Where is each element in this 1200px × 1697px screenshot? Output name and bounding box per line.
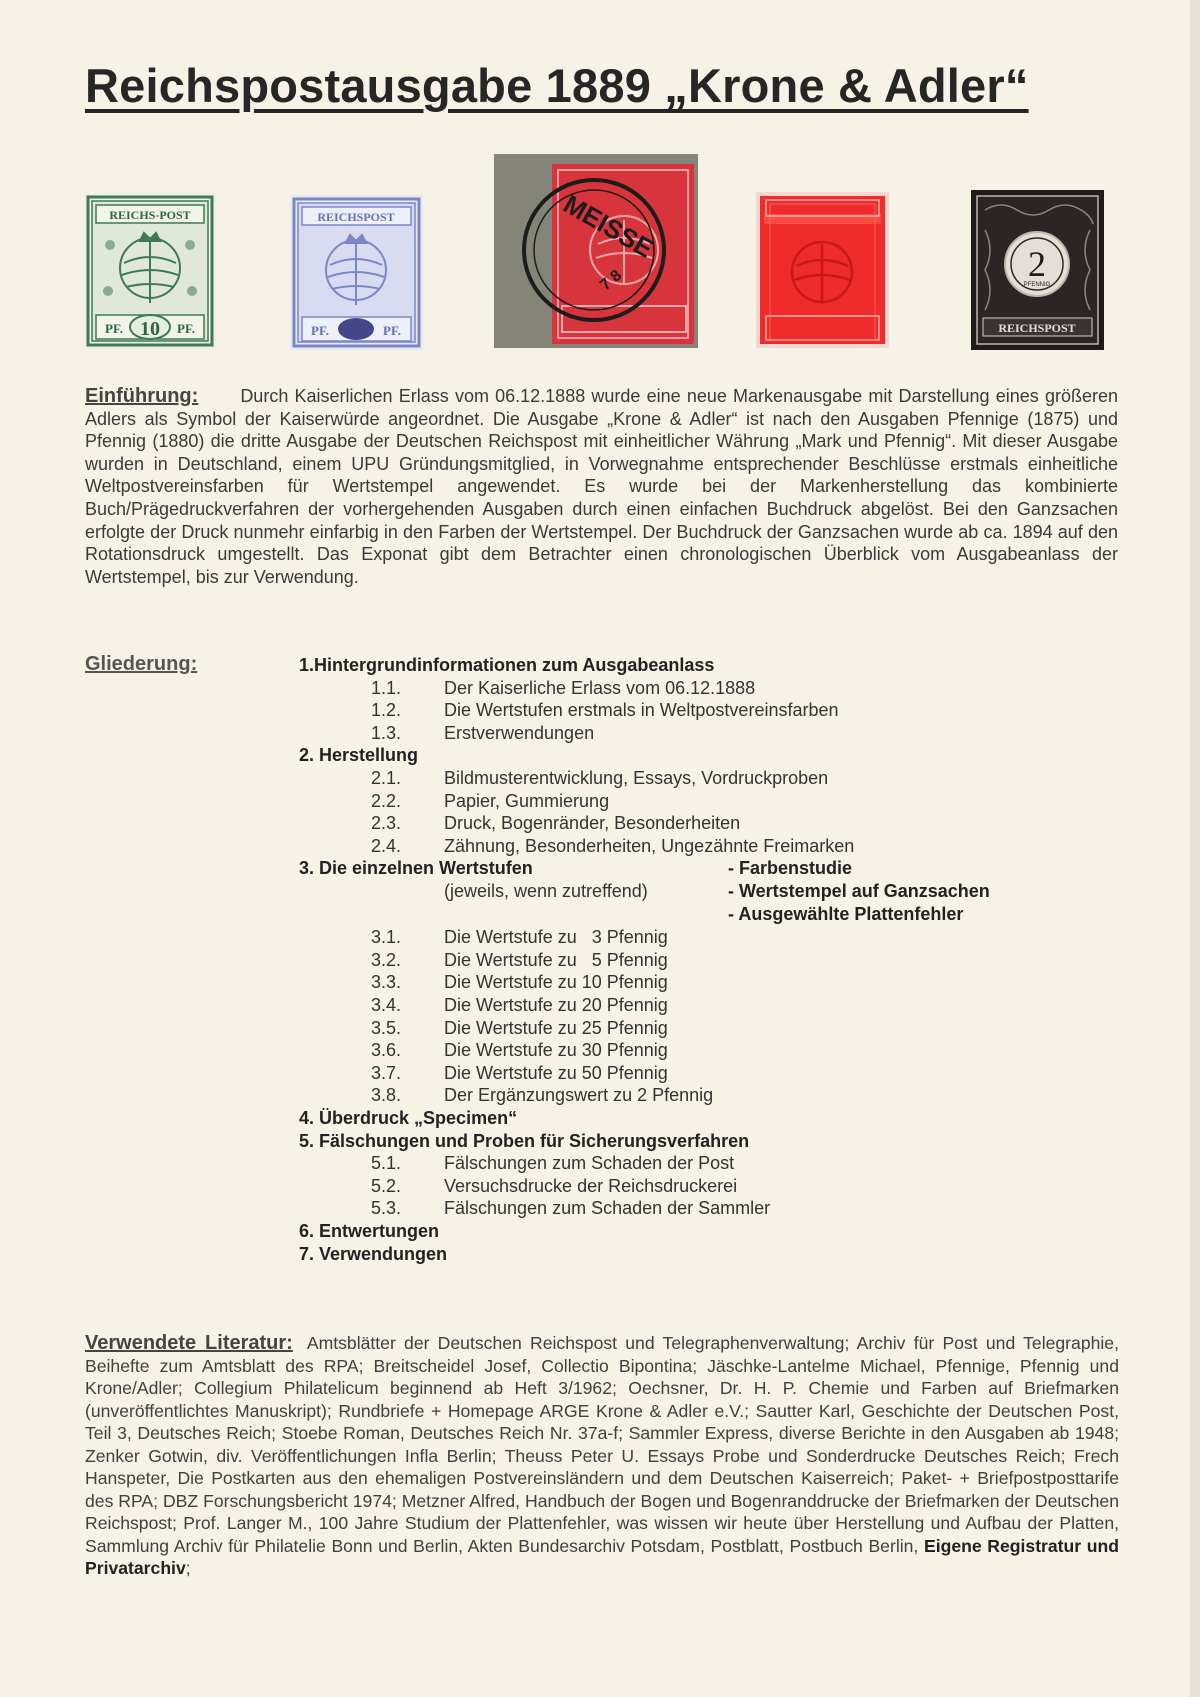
outline-item-number: 5.1. bbox=[371, 1153, 402, 1174]
outline-section-title: 2. Herstellung bbox=[299, 745, 419, 766]
page-title: Reichspostausgabe 1889 „Krone & Adler“ bbox=[85, 59, 1029, 112]
stamp-blue-proof bbox=[290, 195, 423, 350]
stamp-10-pf-red-misprint bbox=[756, 192, 889, 348]
outline-section-title: 4. Überdruck „Specimen“ bbox=[299, 1108, 518, 1128]
outline-item-number: 5.2. bbox=[371, 1175, 402, 1196]
intro-text: Durch Kaiserlichen Erlass vom 06.12.1888 wurde eine neue Markenausgabe mit Darstellung eines größeren Adlers als Symbol der Kaiserwürde angeordnet. Die Ausgabe „Krone & Adler“ ist nach den Ausgaben Pfennige (1875) und Pfennig (1880) die dritte Ausgabe der Deutschen Reichspost mit einheitlicher Währung „Mark und Pfennig“. Mit dieser Ausgabe wurden in Deutschland, einem UPU Gründungsmitglied, in Vorwegnahme entsprechender Beschlüsse erstmals einheitliche Weltpostvereinsfarben für Wertstempel angewendet. Es wurde bei der Markenherstellung das kombinierte Buch/Prägedruckverfahren der vorhergehenden Ausgaben durch einen einfachen Buchdruck abgelöst. Bei den Ganzsachen erfolgte der Druck nunmehr einfarbig in den Farben der Wertstempel. Der Buchdruck der Ganzsachen wurde ab ca. 1894 auf den Rotationsdruck umgestellt. Das Exponat gibt dem Betrachter einen chronologischen Überblick vom Ausgabeanlass der Wertstempel, bis zur Verwendung. bbox=[85, 386, 1118, 587]
outline-item-number: 3.8. bbox=[371, 1085, 402, 1106]
outline-item-number: 3.5. bbox=[371, 1017, 402, 1038]
stamp-5-value: 2 bbox=[1028, 244, 1046, 284]
stamp-10-pf-green bbox=[84, 193, 216, 349]
outline-item-text: Fälschungen zum Schaden der Sammler bbox=[444, 1198, 771, 1219]
outline-item-number: 3.6. bbox=[371, 1040, 402, 1061]
outline-section-title: 5. Fälschungen und Proben für Sicherungsverfahren bbox=[299, 1130, 750, 1151]
outline-section-title: 3. Die einzelnen Wertstufen bbox=[299, 858, 533, 879]
outline-section-title: 7. Verwendungen bbox=[299, 1243, 448, 1264]
outline-item-text: Versuchsdrucke der Reichsdruckerei bbox=[444, 1175, 738, 1196]
outline-item-number: 3.7. bbox=[371, 1062, 402, 1083]
outline-item-text: Bildmusterentwicklung, Essays, Vordruckproben bbox=[444, 768, 829, 788]
literature-closing: Eigene Registratur und Privatarchiv bbox=[85, 1535, 1120, 1578]
stamp-2-unit-right: PF. bbox=[383, 323, 401, 338]
outline-item-text: Der Kaiserliche Erlass vom 06.12.1888 bbox=[444, 677, 756, 698]
stamp-1-top-label: REICHS-POST bbox=[109, 208, 191, 222]
outline-item-text: Die Wertstufe zu 50 Pfennig bbox=[444, 1062, 668, 1083]
outline-section-note: (jeweils, wenn zutreffend) bbox=[444, 881, 648, 901]
outline-section-title: 1.Hintergrundinformationen zum Ausgabeanlass bbox=[299, 655, 715, 675]
outline-item-text: Die Wertstufe zu 30 Pfennig bbox=[444, 1040, 668, 1061]
stamp-5-unit: PFENNIG bbox=[1023, 282, 1051, 288]
outline-item-number: 1.3. bbox=[371, 722, 402, 743]
outline-item-number: 2.2. bbox=[371, 790, 402, 811]
outline-item-number: 3.1. bbox=[371, 927, 402, 948]
outline-item-text: Die Wertstufe zu 3 Pfennig bbox=[444, 927, 668, 948]
outline-item-text: Die Wertstufe zu 25 Pfennig bbox=[444, 1017, 668, 1038]
literature-text: Amtsblätter der Deutschen Reichspost und Telegraphenverwaltung; Archiv für Post und Telegraphie, Beihefte zum Amtsblatt des RPA; Breitscheidel Josef, Collectio Bipontina; Jäschke-Lantelme Michael, Pfennige, Pfennig und Krone/Adler; Collegium Philatelicum beginnend ab Heft 3/1962; Oechsner, Dr. H. P. Chemie und Farben auf Briefmarken (unveröffentlichtes Manuskript); Rundbriefe + Homepage ARGE Krone & Adler e.V.; Sautter Karl, Geschichte der Deutschen Post, Teil 3, Deutsches Reich; Stoebe Roman, Deutsches Reich Nr. 37a-f; Sammler Express, diverse Berichte in den Ausgaben ab 1948; Zenker Gotwin, div. Veröffentlichungen Infla Berlin; Theuss Peter U. Essays Probe und Sonderdrucke Deutsches Reich; Frech Hanspeter, Die Postkarten aus den ehemaligen Postvereinsländern und dem Deutschen Kaiserreich; Paket- + Briefpostposttarife des RPA; DBZ Forschungsbericht 1974; Metzner Alfred, Handbuch der Bogen und Bogenranddrucke der Briefmarken der Deutschen Reichspost; Prof. Langer M., 100 Jahre Studium der Plattenfehler, was wissen wir heute über Herstellung und Aufbau der Platten, Sammlung Archiv für Philatelie Bonn und Berlin, Akten Bundesarchiv Potsdam, Postblatt, Postbuch Berlin, bbox=[85, 1333, 1119, 1556]
stamp-1-value: 10 bbox=[140, 318, 160, 340]
outline-item-text: Druck, Bogenränder, Besonderheiten bbox=[444, 813, 741, 834]
outline-item-number: 1.2. bbox=[371, 700, 402, 721]
outline-item-number: 3.3. bbox=[371, 972, 402, 993]
outline-item-text: Papier, Gummierung bbox=[444, 790, 610, 811]
literature-end: ; bbox=[185, 1558, 191, 1578]
page-edge bbox=[1190, 0, 1200, 1697]
outline-section-extra: - Wertstempel auf Ganzsachen bbox=[728, 881, 990, 901]
intro-paragraph bbox=[85, 385, 1118, 588]
outline-item-number: 5.3. bbox=[371, 1198, 402, 1219]
stamp-1-unit-left: PF. bbox=[105, 321, 123, 336]
stamp-5-bottom-label: REICHSPOST bbox=[998, 321, 1076, 335]
outline-section-title: 6. Entwertungen bbox=[299, 1221, 440, 1241]
outline-item-number: 2.1. bbox=[371, 768, 402, 788]
outline-item-number: 2.4. bbox=[371, 835, 402, 856]
outline-item-number: 1.1. bbox=[371, 677, 402, 698]
outline-item-text: Zähnung, Besonderheiten, Ungezähnte Freimarken bbox=[444, 835, 855, 856]
outline-section-extra: - Ausgewählte Plattenfehler bbox=[728, 903, 964, 924]
outline-item-number: 2.3. bbox=[371, 813, 402, 834]
literature-paragraph bbox=[85, 1332, 1119, 1580]
stamp-1-unit-right: PF. bbox=[177, 321, 195, 336]
stamp-2-top-label: REICHSPOST bbox=[317, 210, 395, 224]
literature-heading: Verwendete Literatur: bbox=[85, 1332, 293, 1354]
outline-item-number: 3.4. bbox=[371, 995, 402, 1015]
stamp-2-pfennig-black bbox=[971, 190, 1104, 350]
outline-item-text: Die Wertstufe zu 10 Pfennig bbox=[444, 972, 668, 993]
outline-item-text: Fälschungen zum Schaden der Post bbox=[444, 1153, 735, 1174]
outline-item-text: Die Wertstufen erstmals in Weltpostvereinsfarben bbox=[444, 700, 839, 721]
outline-item-text: Die Wertstufe zu 5 Pfennig bbox=[444, 949, 668, 970]
outline-item-number: 3.2. bbox=[371, 949, 402, 970]
intro-heading: Einführung: bbox=[85, 385, 199, 407]
outline-item-text: Der Ergänzungswert zu 2 Pfennig bbox=[444, 1085, 714, 1106]
svg-text:MEISSE: MEISSE bbox=[558, 188, 659, 264]
outline-item-text: Die Wertstufe zu 20 Pfennig bbox=[444, 995, 668, 1015]
outline-item-text: Erstverwendungen bbox=[444, 722, 595, 743]
outline-section-extra: - Farbenstudie bbox=[728, 858, 853, 879]
stamp-10-pf-cancelled bbox=[494, 154, 698, 348]
svg-text:7 8: 7 8 bbox=[597, 266, 626, 295]
stamp-2-unit-left: PF. bbox=[311, 323, 329, 338]
outline-heading: Gliederung: bbox=[85, 653, 198, 675]
